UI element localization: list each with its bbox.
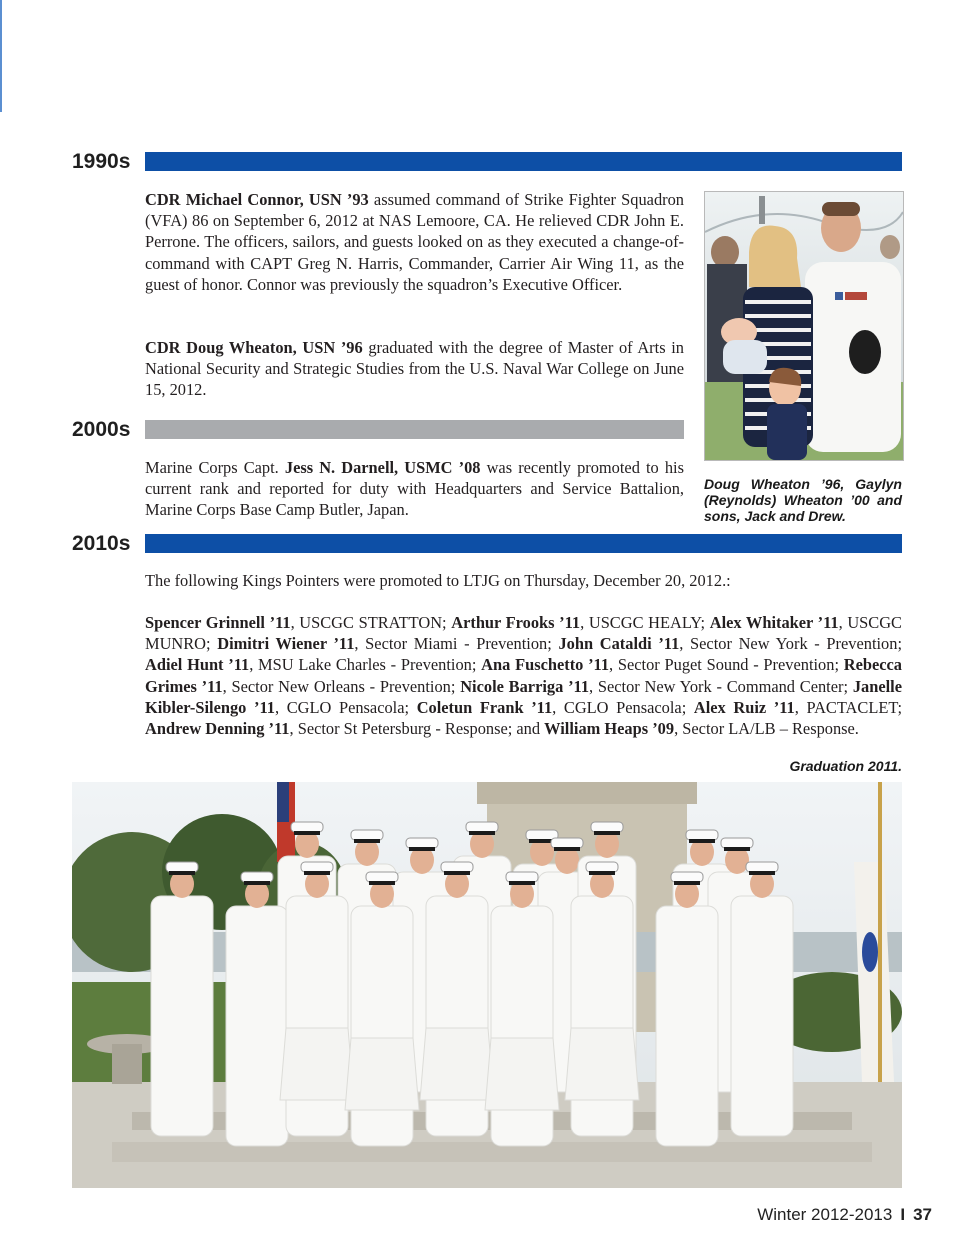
paragraph-wheaton bbox=[145, 337, 684, 401]
officer-figure bbox=[280, 862, 354, 1136]
promotion-name: Alex Ruiz ’11 bbox=[693, 697, 795, 717]
section-label-2000s: 2000s bbox=[72, 418, 131, 441]
promotion-name: Coletun Frank ’11 bbox=[416, 697, 553, 717]
promotion-name: Janelle Kibler-Silengo ’11 bbox=[145, 676, 902, 717]
text-darnell: was recently promoted to his current rank and reported for duty with Headquarters and Service Battalion, Marine Corps Base Camp Butler, Japan. bbox=[145, 458, 684, 520]
promotion-assignment: , Sector New York - Command Center; bbox=[589, 676, 853, 696]
promotion-assignment: , PACTACLET; bbox=[794, 697, 903, 717]
promotion-assignment: , Sector New York - Prevention; bbox=[679, 634, 902, 654]
promotion-name: Rebecca Grimes ’11 bbox=[145, 655, 902, 696]
officer-figure bbox=[226, 872, 288, 1146]
promotion-assignment: , Sector LA/LB – Response. bbox=[674, 719, 859, 739]
name-darnell: Jess N. Darnell, USMC ’08 bbox=[284, 458, 481, 477]
officer-figure bbox=[656, 872, 718, 1146]
section-label-2010s: 2010s bbox=[72, 532, 131, 555]
promotion-assignment: , CGLO Pensacola; bbox=[274, 697, 417, 717]
promotion-assignment: , Sector Miami - Prevention; bbox=[354, 634, 559, 654]
promotion-assignment: , MSU Lake Charles - Prevention; bbox=[249, 655, 482, 675]
paragraph-connor bbox=[145, 189, 684, 295]
officer-figure bbox=[345, 872, 419, 1146]
officer-figure bbox=[420, 862, 494, 1136]
name-connor: CDR Michael Connor, USN ’93 bbox=[145, 190, 369, 209]
officer-figure bbox=[485, 872, 559, 1146]
promotion-assignment: , USCGC STRATTON; bbox=[290, 613, 452, 632]
section-label-1990s: 1990s bbox=[72, 150, 131, 173]
section-bar-2000s bbox=[145, 420, 684, 439]
officer-figure bbox=[565, 862, 639, 1136]
officer-figure bbox=[731, 862, 793, 1136]
section-bar-1990s bbox=[145, 152, 902, 171]
promotion-assignment: , Sector St Petersburg - Response; and bbox=[289, 719, 545, 739]
page-footer bbox=[757, 1205, 932, 1225]
promotion-name: John Cataldi ’11 bbox=[558, 634, 680, 654]
officer-figure bbox=[151, 862, 213, 1136]
text-wheaton: graduated with the degree of Master of Arts in National Security and Strategic Studies from the U.S. Naval War College on June 15, 2012. bbox=[145, 338, 684, 400]
section-bar-2010s bbox=[145, 534, 902, 553]
promotion-assignment: , CGLO Pensacola; bbox=[552, 697, 694, 717]
promotion-name: Andrew Denning ’11 bbox=[145, 719, 290, 739]
text-connor: assumed command of Strike Fighter Squadron (VFA) 86 on September 6, 2012 at NAS Lemoore, CA. He relieved CDR John E. Perrone. The officers, sailors, and guests looked on as they executed a change-of-command with CAPT Greg N. Harris, Commander, Carrier Air Wing 11, as the guest of honor. Connor was previously the squadron’s Executive Officer. bbox=[145, 190, 684, 294]
promotion-name: Arthur Frooks ’11 bbox=[451, 613, 581, 632]
paragraph-darnell bbox=[145, 457, 684, 521]
family-photo-caption: Doug Wheaton ’96, Gaylyn (Reynolds) Wheaton ’00 and sons, Jack and Drew. bbox=[704, 476, 902, 524]
promotion-name: Alex Whitaker ’11 bbox=[709, 613, 839, 632]
promotion-name: Nicole Barriga ’11 bbox=[460, 676, 590, 696]
footer-separator: I bbox=[900, 1205, 906, 1224]
page-edge-mark bbox=[0, 0, 2, 112]
promotion-name: Adiel Hunt ’11 bbox=[145, 655, 250, 675]
graduation-photo bbox=[72, 782, 902, 1188]
promotion-assignment: , Sector Puget Sound - Prevention; bbox=[609, 655, 844, 675]
paragraph-ltjg-intro: The following Kings Pointers were promoted to LTJG on Thursday, December 20, 2012.: bbox=[145, 571, 731, 590]
promotion-assignment: , USCGC HEALY; bbox=[580, 613, 710, 632]
name-wheaton: CDR Doug Wheaton, USN ’96 bbox=[145, 338, 363, 357]
promotion-assignment: , USCGC MUNRO; bbox=[145, 613, 902, 654]
paragraph-promotions-list bbox=[145, 612, 902, 739]
prefix-darnell: Marine Corps Capt. bbox=[145, 458, 285, 477]
page-number: 37 bbox=[913, 1205, 932, 1224]
promotion-name: William Heaps ’09 bbox=[544, 719, 675, 739]
promotion-name: Ana Fuschetto ’11 bbox=[481, 655, 610, 675]
promotion-assignment: , Sector New Orleans - Prevention; bbox=[222, 676, 461, 696]
family-photo bbox=[704, 191, 904, 461]
promotion-name: Dimitri Wiener ’11 bbox=[217, 634, 355, 654]
promotion-name: Spencer Grinnell ’11 bbox=[145, 613, 291, 632]
graduation-photo-caption: Graduation 2011. bbox=[789, 758, 902, 774]
issue-label: Winter 2012-2013 bbox=[757, 1205, 893, 1224]
